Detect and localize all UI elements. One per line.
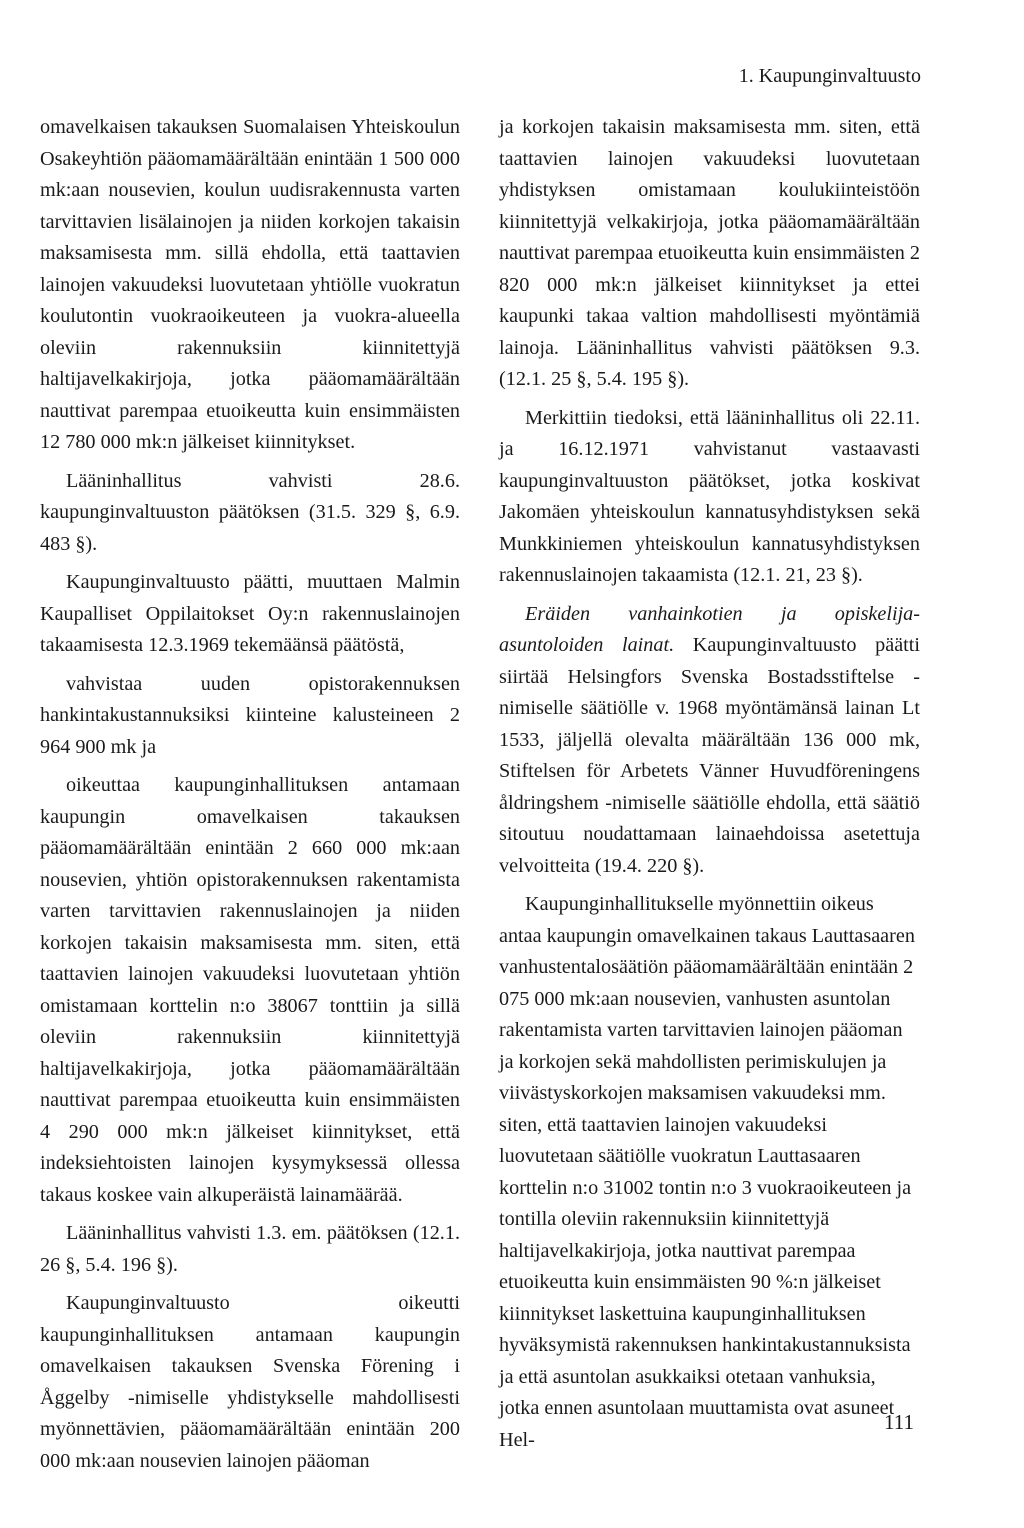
paragraph: Lääninhallitus vahvisti 1.3. em. päätöksen (12.1. 26 §, 5.4. 196 §). (40, 1222, 460, 1276)
section-heading: Eräiden vanhainkotien ja opiskelija-asuntoloiden lainat. (499, 602, 920, 656)
decision-item: oikeuttaa kaupunginhallituksen antamaan kaupungin omavelkaisen takauksen pääomamäärältään enintään 2 660 000 mk:aan nousevien, yhtiön opistorakennuksen rakentamista varten tarvittavien rakennuslainojen ja niiden korkojen takaisin maksamisesta mm. siten, että taattavien lainojen vakuudeksi luovutetaan yhtiön omistamaan korttelin n:o 38067 tonttiin ja sillä oleviin rakennuksiin kiinnitettyjä haltijavelkakirjoja, jotka pääomamäärältään nauttivat parempaa etuoikeutta kuin ensimmäisten 4 290 000 mk:n jälkeiset kiinnitykset, että indeksiehtoisten lainojen kysymyksessä ollessa takaus koskee vain alkuperäistä lainamäärää. (40, 774, 460, 1206)
page-number: 111 (884, 1410, 914, 1434)
running-head: 1. Kaupunginvaltuusto (738, 65, 921, 87)
right-column (499, 112, 920, 1463)
paragraph: ja korkojen takaisin maksamisesta mm. siten, että taattavien lainojen vakuudeksi luovutetaan yhdistyksen omistamaan koulukiinteistöön kiinnitettyjä velkakirjoja, jotka pääomamäärältään nauttivat parempaa etuoikeutta kuin ensimmäisten 2 820 000 mk:n jälkeiset kiinnitykset ja ettei kaupunki takaa valtion mahdollisesti myöntämiä lainoja. Lääninhallitus vahvisti päätöksen 9.3. (12.1. 25 §, 5.4. 195 §). (499, 116, 921, 390)
paragraph-with-heading (499, 599, 920, 883)
decision-item: vahvistaa uuden opistorakennuksen hankintakustannuksiksi kiinteine kalusteineen 2 964 900 mk ja (40, 672, 460, 758)
left-column (40, 112, 460, 1484)
paragraph: Kaupunginvaltuusto päätti, muuttaen Malmin Kaupalliset Oppilaitokset Oy:n rakennuslainojen takaamisesta 12.3.1969 tekemäänsä päätöstä, (40, 571, 460, 656)
paragraph: Kaupunginvaltuusto oikeutti kaupunginhallituksen antamaan kaupungin omavelkaisen takauksen Svenska Förening i Åggelby -nimiselle yhdistykselle mahdollisesti myönnettävien, pääomamäärältään enintään 200 000 mk:aan nousevien lainojen pääoman (40, 1292, 460, 1472)
paragraph: Lääninhallitus vahvisti 28.6. kaupunginvaltuuston päätöksen (31.5. 329 §, 6.9. 483 §). (40, 469, 460, 555)
paragraph: omavelkaisen takauksen Suomalaisen Yhteiskoulun Osakeyhtiön pääomamäärältään enintään 1 500 000 mk:aan nousevien, koulun uudisrakennusta varten tarvittavien lisälainojen ja niiden korkojen takaisin maksamisesta mm. sillä ehdolla, että taattavien lainojen vakuudeksi luovutetaan yhtiölle vuokratun koulutontin vuokraoikeuteen ja vuokra-alueella oleviin rakennuksiin kiinnitettyjä haltijavelkakirjoja, jotka pääomamäärältään nauttivat parempaa etuoikeutta kuin ensimmäisten 12 780 000 mk:n jälkeiset kiinnitykset. (40, 116, 460, 453)
paragraph: Merkittiin tiedoksi, että lääninhallitus oli 22.11. ja 16.12.1971 vahvistanut vastaavasti kaupunginvaltuuston päätökset, jotka koskivat Jakomäen yhteiskoulun kannatusyhdistyksen sekä Munkkiniemen yhteiskoulun kannatusyhdistyksen rakennuslainojen takaamista (12.1. 21, 23 §). (499, 406, 920, 586)
section-text: Kaupunginvaltuusto päätti siirtää Helsingfors Svenska Bostadsstiftelse -nimiselle säätiölle v. 1968 myöntämänsä lainan Lt 1533, jäljellä olevalta määrältään 136 000 mk, Stiftelsen för Arbetets Vänner Huvudföreningens åldringshem -nimiselle säätiölle ehdolla, että säätiö sitoutuu noudattamaan lainaehdoissa asetettuja velvoitteita (19.4. 220 §). (499, 634, 920, 877)
paragraph: Kaupunginhallitukselle myönnettiin oikeus antaa kaupungin omavelkainen takaus Lauttasaaren vanhustentalosäätiön pääomamäärältään enintään 2 075 000 mk:aan nousevien, vanhusten asuntolan rakentamista varten tarvittavien lainojen pääoman ja korkojen sekä mahdollisten perimiskulujen ja viivästyskorkojen maksamisen vakuudeksi mm. siten, että taattavien lainojen vakuudeksi luovutetaan säätiölle vuokratun Lauttasaaren korttelin n:o 31002 tontin n:o 3 vuokraoikeuteen ja tontilla oleviin rakennuksiin kiinnitettyjä haltijavelkakirjoja, jotka nauttivat parempaa etuoikeutta kuin ensimmäisten 90 %:n jälkeiset kiinnitykset laskettuina kaupunginhallituksen hyväksymistä rakennuksen hankintakustannuksista ja että asuntolan asukkaiksi otetaan vanhuksia, jotka ennen asuntolaan muuttamista ovat asuneet Hel- (499, 893, 915, 1451)
